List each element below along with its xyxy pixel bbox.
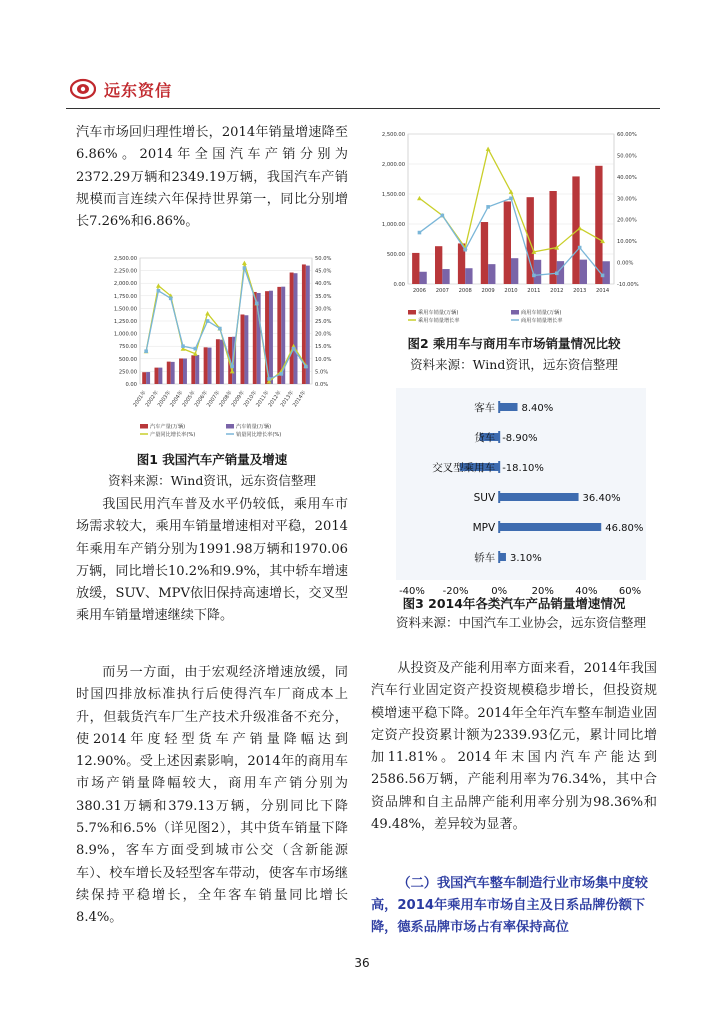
y-tick-left: 0.00	[125, 382, 137, 388]
bar-primary	[142, 372, 146, 384]
x-tick: 2007年	[206, 389, 222, 409]
y-tick-right: 0.0%	[315, 382, 329, 388]
line-marker	[555, 271, 559, 275]
chart-background	[396, 388, 646, 580]
category-label: 货车	[474, 432, 496, 444]
figure1-source: 资料来源：Wind资讯，远东资信整理	[108, 473, 316, 488]
x-tick: 2006年	[193, 389, 210, 409]
legend-swatch	[226, 424, 234, 429]
y-tick-right: 50.00%	[617, 153, 637, 160]
x-tick: 0%	[491, 586, 508, 597]
y-tick-left: 500.00	[118, 356, 137, 363]
page-header	[70, 76, 172, 102]
bar-primary	[435, 246, 442, 284]
y-tick-left: 1,250.00	[113, 319, 137, 325]
x-tick: 2014	[595, 288, 610, 294]
line-marker	[267, 377, 271, 381]
x-tick: 40%	[575, 586, 598, 597]
bar-primary	[191, 355, 195, 384]
bar	[499, 493, 578, 501]
bar-secondary	[158, 368, 162, 384]
line-marker	[169, 297, 173, 301]
y-tick-left: 1,750.00	[113, 293, 137, 300]
bar-origin-tick	[498, 461, 500, 473]
bar-secondary	[269, 291, 273, 384]
line-marker	[463, 248, 467, 252]
y-tick-left: 1,000.00	[381, 222, 405, 228]
y-tick-left: 1,500.00	[381, 192, 405, 198]
data-label: -8.90%	[502, 433, 538, 444]
bar-origin-tick	[498, 431, 500, 443]
bar-secondary	[220, 340, 224, 384]
x-tick: 2004年	[169, 389, 185, 409]
bar-secondary	[171, 362, 175, 384]
bar-secondary	[465, 268, 472, 284]
header-rule	[66, 108, 660, 109]
line-marker	[230, 365, 234, 369]
x-tick: 2010年	[242, 389, 259, 409]
x-tick: 2009年	[230, 389, 247, 409]
figure1-caption: 图1 我国汽车产销量及增速	[136, 452, 288, 467]
line-marker	[279, 372, 283, 376]
data-label: -18.10%	[502, 463, 544, 474]
bar-primary	[290, 273, 294, 384]
line-marker	[292, 347, 296, 351]
figure3-chart	[396, 388, 646, 598]
figure2-chart	[378, 128, 646, 328]
legend-label: 商用车销量(万辆)	[521, 310, 562, 316]
bar-primary	[481, 222, 488, 284]
y-tick-right: 60.00%	[617, 132, 637, 138]
bar-secondary	[488, 264, 495, 284]
data-label: 3.10%	[509, 553, 542, 564]
legend-label: 乘用车销量(万辆)	[418, 310, 459, 316]
bar	[499, 553, 506, 561]
line-marker	[441, 214, 445, 218]
x-tick: -40%	[399, 586, 425, 597]
y-tick-right: -10.00%	[617, 282, 639, 288]
y-tick-left: 2,500.00	[113, 256, 137, 262]
bar-secondary	[208, 348, 212, 384]
x-tick: 2009	[481, 288, 495, 294]
line-marker	[578, 246, 582, 250]
line-marker	[486, 205, 490, 209]
y-tick-right: 20.0%	[315, 331, 332, 338]
bar-primary	[549, 191, 556, 284]
category-label: 轿车	[474, 552, 496, 564]
bar-secondary	[511, 258, 518, 284]
bar-primary	[504, 201, 511, 284]
legend-label: 汽车销量(万辆)	[236, 424, 272, 430]
line-marker	[218, 327, 222, 331]
line-marker	[509, 196, 513, 200]
legend-label: 销量同比增长率(%)	[236, 432, 282, 438]
bar-secondary	[183, 358, 187, 384]
y-tick-right: 35.0%	[315, 293, 332, 300]
x-tick: 2012	[550, 288, 564, 294]
y-tick-right: 10.00%	[617, 239, 637, 246]
bar-primary	[240, 314, 244, 384]
paragraph-passenger-cars: 我国民用汽车普及水平仍较低，乘用车市场需求较大，乘用车销量增速相对平稳，2014年乘用车产销分别为1991.98万辆和1970.06万辆，同比增长10.2%和9.9%，其中轿车增速放缓，SUV、MPV依旧保持高速增长，交叉型乘用车销量增速继续下降。	[76, 497, 348, 624]
bar-secondary	[442, 269, 449, 284]
y-tick-right: 20.00%	[617, 217, 637, 224]
y-tick-right: 25.0%	[315, 319, 332, 325]
line-marker	[181, 344, 185, 348]
figure2-source: 资料来源：Wind资讯，远东资信整理	[410, 357, 618, 372]
y-tick-left: 750.00	[118, 344, 137, 351]
bar-secondary	[580, 260, 587, 284]
y-tick-right: 45.0%	[315, 268, 332, 275]
bar-origin-tick	[498, 491, 500, 503]
category-label: SUV	[473, 492, 496, 504]
x-tick: 2005年	[181, 389, 197, 409]
line-marker	[206, 319, 210, 323]
category-label: 交叉型乘用车	[432, 462, 496, 474]
bar-primary	[167, 362, 171, 384]
bar	[499, 403, 517, 411]
x-tick: 2008年	[218, 389, 234, 409]
line-marker	[243, 266, 247, 270]
legend-label: 乘用车销量增长率	[418, 318, 460, 324]
bar-primary	[154, 368, 158, 384]
line-marker	[532, 274, 536, 278]
bar-primary	[412, 253, 419, 284]
y-tick-right: 5.0%	[315, 369, 329, 376]
legend-label: 商用车销量增长率	[521, 318, 563, 324]
x-tick: 2010	[504, 288, 518, 294]
x-tick: 2006	[412, 288, 427, 294]
x-tick: 2002年	[144, 389, 161, 409]
bar-secondary	[195, 355, 199, 384]
line-marker	[304, 365, 308, 369]
y-tick-right: 40.00%	[617, 174, 637, 181]
y-tick-left: 0.00	[393, 282, 405, 288]
bar-primary	[277, 287, 281, 384]
y-tick-left: 2,000.00	[113, 281, 137, 288]
bar-secondary	[146, 372, 150, 384]
bar-origin-tick	[498, 521, 500, 533]
data-label: 36.40%	[582, 493, 621, 504]
x-tick: 2007	[435, 288, 449, 294]
brand-name: 远东资信	[104, 80, 173, 100]
bar-primary	[216, 339, 220, 384]
section-heading: （二）我国汽车整车制造行业市场集中度较高，2014年乘用车市场自主及日系品牌份额下降，德系品牌市场占有率保持高位	[371, 876, 648, 935]
x-tick: 2013	[573, 288, 587, 294]
y-tick-right: 30.0%	[315, 306, 332, 313]
bar-primary	[204, 347, 208, 384]
bar-primary	[595, 166, 602, 284]
x-tick: 2014年	[292, 389, 308, 409]
bar-origin-tick	[498, 401, 500, 413]
x-tick: 2001年	[132, 389, 148, 409]
paragraph-investment: 从投资及产能利用率方面来看，2014年我国汽车行业固定资产投资规模稳步增长，但投资规模增速平稳下降。2014年全年汽车整车制造业固定资产投资累计额为2339.93亿元，累计同比增加11.81%。2014年末国内汽车产能达到2586.56万辆，产能利用率为76.34%，其中合资品牌和自主品牌产能利用率分别为98.36%和49.48%，差异较为显著。	[371, 661, 657, 833]
paragraph-commercial-cars: 而另一方面，由于宏观经济增速放缓，同时国四排放标准执行后使得汽车厂商成本上升，但载货汽车厂生产技术升级准备不充分，使2014年度轻型货车产销量降幅达到12.90%。受上述因素影响，2014年的商用车市场产销量降幅较大，商用车产销分别为380.31万辆和379.13万辆，分别同比下降5.7%和6.5%（详见图2），其中货车销量下降8.9%，客车方面受到城市公交（含新能源车）、校车增长及轻型客车带动，使客车市场继续保持平稳增长，全年客车销量同比增长8.4%。	[76, 665, 348, 926]
figure3-source: 资料来源：中国汽车工业协会，远东资信整理	[396, 615, 647, 630]
bar-secondary	[244, 315, 248, 384]
x-tick: 2013年	[279, 389, 296, 409]
y-tick-right: 30.00%	[617, 196, 637, 203]
legend-swatch	[408, 310, 416, 315]
brand-logo-icon	[70, 76, 96, 102]
x-tick: 2011年	[255, 389, 271, 409]
legend-swatch	[511, 310, 519, 315]
data-label: 46.80%	[605, 523, 644, 534]
figure3-caption: 图3 2014年各类汽车产品销量增速情况	[402, 596, 626, 611]
figure2-caption: 图2 乘用车与商用车市场销量情况比较	[407, 336, 621, 351]
y-tick-left: 1,000.00	[113, 331, 137, 338]
x-tick: -20%	[442, 586, 469, 597]
page-number: 36	[354, 956, 370, 970]
data-label: 8.40%	[521, 403, 554, 414]
y-tick-left: 2,000.00	[381, 162, 405, 168]
y-tick-left: 250.00	[118, 369, 137, 376]
category-label: 客车	[474, 402, 496, 414]
legend-label: 产量同比增长率(%)	[150, 432, 196, 438]
x-tick: 2008	[458, 288, 472, 294]
y-tick-left: 2,500.00	[381, 132, 405, 138]
figure1-chart	[110, 252, 340, 442]
x-tick: 2003年	[156, 389, 173, 409]
y-tick-left: 1,500.00	[113, 306, 137, 313]
y-tick-left: 500.00	[386, 252, 405, 258]
x-tick: 2011	[527, 288, 541, 294]
category-label: MPV	[472, 522, 496, 534]
bar-secondary	[603, 261, 610, 284]
legend-swatch	[140, 424, 148, 429]
y-tick-right: 0.00%	[617, 260, 634, 267]
x-tick: 20%	[531, 586, 554, 597]
bar-secondary	[534, 260, 541, 284]
line-marker	[255, 302, 259, 306]
y-tick-right: 50.0%	[315, 256, 332, 262]
line-marker	[157, 289, 161, 293]
bar-primary	[253, 292, 257, 384]
y-tick-left: 2,250.00	[113, 268, 137, 275]
x-tick: 2012年	[267, 389, 283, 409]
y-tick-right: 15.0%	[315, 344, 332, 351]
bar-primary	[179, 358, 183, 384]
bar-secondary	[294, 273, 298, 384]
bar-secondary	[419, 272, 426, 284]
line-marker	[144, 349, 148, 353]
legend-label: 汽车产量(万辆)	[150, 424, 186, 430]
y-tick-right: 40.0%	[315, 281, 332, 288]
line-marker	[418, 231, 422, 235]
bar-origin-tick	[498, 551, 500, 563]
x-tick: 60%	[618, 586, 642, 597]
line-marker	[193, 347, 197, 351]
y-tick-right: 10.0%	[315, 356, 332, 363]
bar	[499, 523, 601, 531]
paragraph-market-growth: 汽车市场回归理性增长，2014年销量增速降至6.86%。2014年全国汽车产销分别为2372.29万辆和2349.19万辆，我国汽车产销规模而言连续六年保持世界第一，同比分别增长7.26%和6.86%。	[76, 125, 348, 230]
line-marker	[601, 274, 605, 278]
